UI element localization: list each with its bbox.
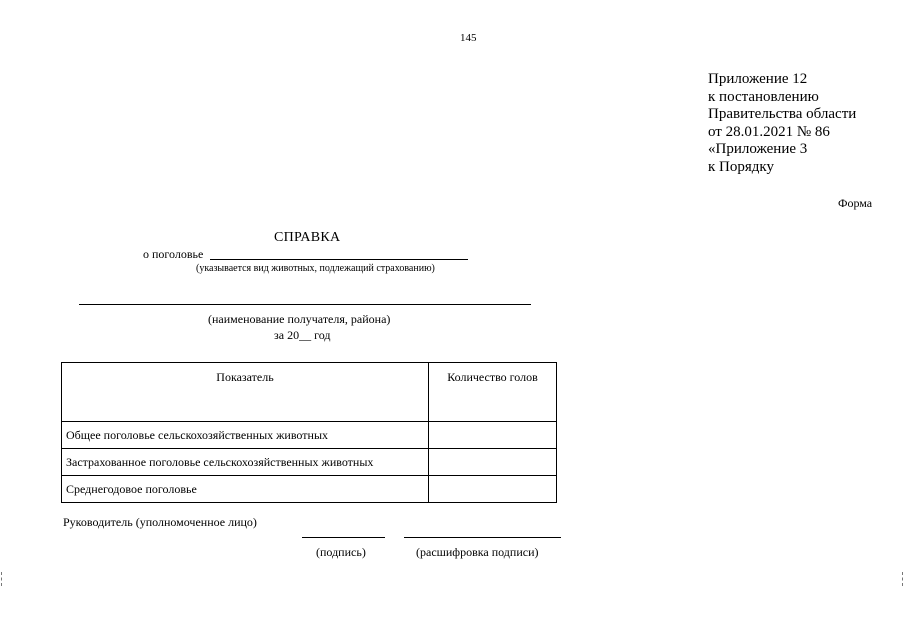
page-number: 145 <box>460 32 477 44</box>
livestock-label: о поголовье <box>143 247 204 261</box>
indicator-cell: Среднегодовое поголовье <box>62 476 429 503</box>
document-title: СПРАВКА <box>274 230 341 245</box>
appendix-line: Правительства области <box>708 106 857 123</box>
year-label: за 20__ год <box>274 328 331 342</box>
decoding-line <box>404 537 561 538</box>
appendix-line: к Порядку <box>708 158 774 175</box>
appendix-line: к постановлению <box>708 88 819 105</box>
livestock-hint: (указывается вид животных, подлежащий страхованию) <box>196 263 435 274</box>
left-edge-mark <box>1 572 3 586</box>
signature-hint: (подпись) <box>316 545 366 559</box>
indicator-cell: Общее поголовье сельскохозяйственных животных <box>62 422 429 449</box>
appendix-line: «Приложение 3 <box>708 141 808 158</box>
column-header-count: Количество голов <box>429 363 557 422</box>
appendix-line: от 28.01.2021 № 86 <box>708 123 830 140</box>
decoding-hint: (расшифровка подписи) <box>416 545 539 559</box>
manager-label: Руководитель (уполномоченное лицо) <box>63 515 257 529</box>
signature-line <box>302 537 385 538</box>
count-cell <box>429 449 557 476</box>
count-cell <box>429 476 557 503</box>
table-row <box>62 449 557 476</box>
appendix-line: Приложение 12 <box>708 71 808 87</box>
recipient-hint: (наименование получателя, района) <box>208 312 391 326</box>
report-table <box>61 362 557 503</box>
table-header-row <box>62 363 557 422</box>
column-header-indicator: Показатель <box>62 363 429 422</box>
recipient-fill-line <box>79 304 531 305</box>
form-label: Форма <box>838 196 873 210</box>
table-row <box>62 476 557 503</box>
indicator-cell: Застрахованное поголовье сельскохозяйственных животных <box>62 449 429 476</box>
right-edge-mark <box>902 572 904 586</box>
table-row <box>62 422 557 449</box>
appendix-block <box>708 71 856 177</box>
count-cell <box>429 422 557 449</box>
livestock-fill-line <box>210 259 468 260</box>
